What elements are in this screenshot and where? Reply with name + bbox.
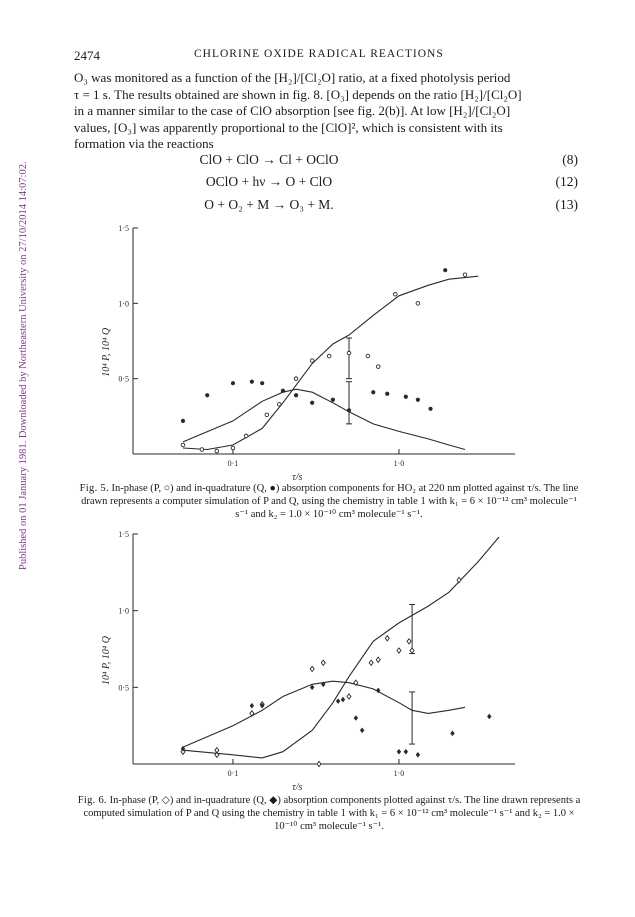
equation-text: ClO + ClO → Cl + OClO [199,152,339,167]
data-point-p [416,302,420,306]
data-point-p [265,413,269,417]
figure-6 [101,528,525,793]
equation-text: OClO + hν → O + ClO [205,174,333,189]
body-line: τ = 1 s. The results obtained are shown in fig. 8. [O₃] depends on the ratio [H₂]/[Cl₂O] [74,86,522,102]
data-point-q [404,749,408,755]
page-header [74,48,594,64]
body-line: in a manner similar to the case of ClO absorption [see fig. 2(b)]. At low [H₂]/[Cl₂O] [74,103,511,119]
data-point-q [416,752,420,758]
data-point-p [310,666,314,671]
data-point-q [428,407,432,411]
figure-6-chart [101,528,525,793]
download-watermark [4,150,29,730]
x-tick-label: 0·1 [227,459,239,468]
figure-5-caption [74,482,584,521]
caption-text: In-phase (P, ○) and in-quadrature (Q, ●) absorption components for HO₂ at 220 nm plotted against τ/s. The line drawn represents a computer simulation of P and Q, using the chemistry in table 1 with k₁ = 6 × 10⁻¹² cm³ molecule⁻¹ s⁻¹ and k₂ = 1.0 × 10⁻¹⁰ cm³ molecule⁻¹ s⁻¹. [81,483,579,520]
x-tick-label: 0·1 [227,769,239,778]
data-point-q [281,389,285,393]
equation-text: O + O₂ + M → O₃ + M. [204,197,334,212]
data-point-q [347,408,351,412]
data-point-q [371,390,375,394]
data-point-q [294,393,298,397]
data-point-q [397,749,401,755]
data-point-q [205,393,209,397]
simulation-line [183,537,499,758]
data-point-q [404,395,408,399]
data-point-q [331,398,335,402]
download-watermark-text: Published on 01 January 1981. Downloaded by Northeastern University on 27/10/2014 14:07:02. [18,161,29,570]
figure-5-chart [101,222,525,483]
data-point-p [215,748,219,753]
running-title: CHLORINE OXIDE RADICAL REACTIONS [194,48,444,60]
y-tick-label: 0·5 [118,374,129,384]
data-point-p [231,446,235,450]
data-point-q [231,381,235,385]
body-line: values, [O₃] was apparently proportional to the [ClO]², which is consistent with its [74,119,503,135]
data-point-p [385,636,389,641]
figure-5 [101,222,525,483]
equation-number: (13) [555,197,578,212]
data-point-p [347,694,351,699]
data-point-q [450,731,454,737]
data-point-p [327,354,331,358]
data-point-p [347,351,351,355]
data-point-q [310,401,314,405]
data-point-p [181,443,185,447]
data-point-p [376,657,380,662]
data-point-p [244,434,248,438]
data-point-p [310,359,314,363]
data-point-q [385,392,389,396]
data-point-p [277,402,281,406]
equation-number: (12) [555,174,578,189]
x-tick-label: 1·0 [393,459,405,468]
data-point-q [336,698,340,704]
data-point-q [250,380,254,384]
y-tick-label: 1·0 [118,606,129,616]
equation-12 [74,174,584,192]
data-point-p [410,648,414,653]
y-axis-label: 10⁴ P, 10⁴ Q [101,327,112,377]
data-point-q [416,398,420,402]
data-point-p [317,761,321,766]
data-point-p [321,660,325,665]
data-point-q [354,715,358,721]
data-point-q [181,419,185,423]
data-point-p [376,365,380,369]
equation-13 [74,197,584,215]
equation-number: (8) [562,152,578,167]
data-point-p [397,648,401,653]
data-point-p [407,639,411,644]
data-point-p [366,354,370,358]
figure-label: Fig. 5. [79,483,109,494]
data-point-p [294,377,298,381]
data-point-q [341,697,345,703]
body-line: formation via the reactions [74,136,214,152]
data-point-p [200,448,204,452]
body-line: O₃ was monitored as a function of the [H₂]/[Cl₂O] ratio, at a fixed photolysis period [74,70,511,85]
data-point-q [487,714,491,720]
data-point-p [369,660,373,665]
equation-8 [74,152,584,170]
y-tick-label: 0·5 [118,683,129,693]
x-tick-label: 1·0 [393,769,405,778]
data-point-p [215,449,219,453]
data-point-p [457,577,461,582]
simulation-line [183,389,465,449]
page-number: 2474 [74,48,100,63]
x-axis-label: τ/s [292,782,303,793]
data-point-q [250,703,254,709]
data-point-p [463,273,467,277]
x-axis-label: τ/s [292,472,303,483]
figure-label: Fig. 6. [77,795,107,806]
body-paragraph [74,70,584,153]
y-axis-label: 10⁴ P, 10⁴ Q [101,636,112,685]
data-point-q [360,727,364,733]
y-tick-label: 1·0 [118,299,129,309]
data-point-p [393,292,397,296]
figure-6-caption [74,794,584,833]
data-point-q [443,268,447,272]
data-point-q [260,381,264,385]
y-tick-label: 1·5 [118,530,129,539]
caption-text: In-phase (P, ◇) and in-quadrature (Q, ◆) absorption components plotted against τ/s. The line drawn represents a computed simulation of P and Q using the chemistry in table 1 with k₁ = 6 × 10⁻¹² cm³ molecule⁻¹ s⁻¹ and k₂ = 1.0 × 10⁻¹⁰ cm³ molecule⁻¹ s⁻¹. [83,795,581,832]
y-tick-label: 1·5 [118,224,129,233]
